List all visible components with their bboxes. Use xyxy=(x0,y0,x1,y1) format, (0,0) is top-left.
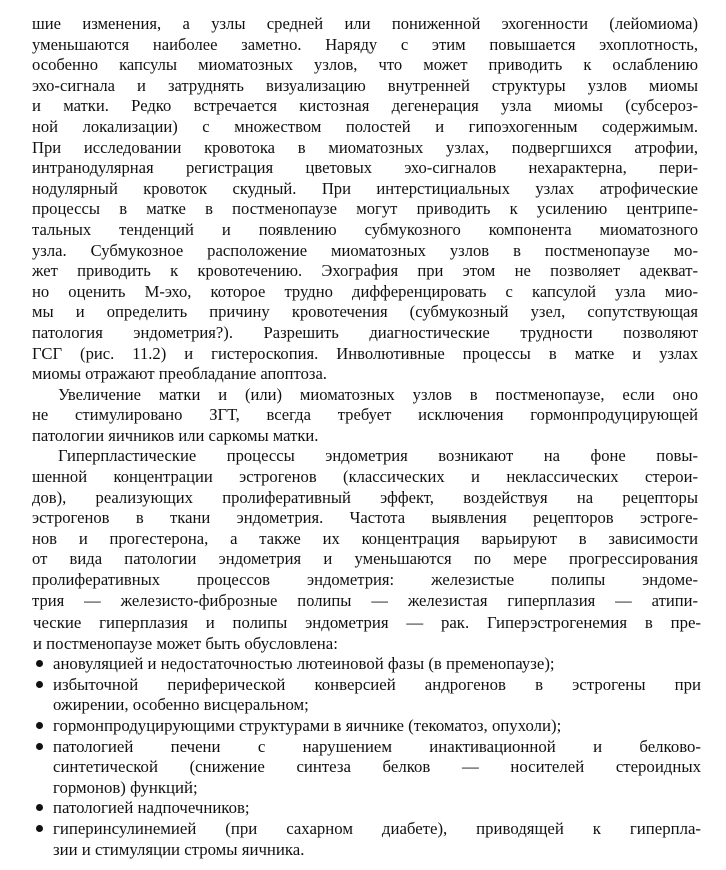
text-line: эстрогенов в ткани эндометрия. Частота выявления рецепторов эстроге- xyxy=(32,508,698,528)
text-line: нов и прогестерона, а также их концентрация варьируют в зависимости xyxy=(32,528,698,548)
list-item-text: гиперинсулинемией (при сахарном диабете), приводящей к гиперпла- xyxy=(53,818,701,838)
list-item xyxy=(33,737,701,799)
list-item xyxy=(33,798,701,819)
text-line: ной локализации) с множеством полостей и гипоэхогенным содержимым. xyxy=(32,116,698,136)
text-line: не стимулировано ЗГТ, всегда требует исключения гормонпродуцирующей xyxy=(32,405,698,425)
list-item-text: ановуляцией и недостаточностью лютеиновой фазы (в пременопаузе); xyxy=(53,654,555,674)
text-line: и матки. Редко встречается кистозная дегенерация узла миомы (субсероз- xyxy=(32,96,698,116)
text-line: Гиперпластические процессы эндометрия возникают на фоне повы- xyxy=(58,446,698,466)
bullet-icon xyxy=(36,825,43,832)
list-item-text: избыточной периферической конверсией андрогенов в эстрогены при xyxy=(53,674,701,694)
text-line: особенно капсулы миоматозных узлов, что может приводить к ослаблению xyxy=(32,55,698,75)
list-item xyxy=(33,819,701,860)
text-line: патология эндометрия?). Разрешить диагностические трудности позволяют xyxy=(32,322,698,342)
text-line: трия — железисто-фиброзные полипы — железистая гиперплазия — атипи- xyxy=(32,590,698,610)
list-item-text: патологией надпочечников; xyxy=(53,798,250,818)
list-item xyxy=(33,654,701,675)
bullet-icon xyxy=(36,722,43,729)
bullet-list xyxy=(33,654,701,860)
list-item-text: гормонпродуцирующими структурами в яичнике (текоматоз, опухоли); xyxy=(53,715,562,735)
text-line: патологии яичников или саркомы матки. xyxy=(32,425,319,445)
text-block-upper xyxy=(32,14,698,611)
list-item xyxy=(33,716,701,737)
text-line: Увеличение матки и (или) миоматозных узлов в постменопаузе, если оно xyxy=(58,384,698,404)
bullet-icon xyxy=(36,743,43,750)
list-item-text: синтетической (снижение синтеза белков — носителей стероидных xyxy=(53,757,701,777)
text-line: миомы отражают преобладание апоптоза. xyxy=(32,364,327,384)
text-line: жет приводить к кровотечению. Эхография при этом не позволяет адекват- xyxy=(32,261,698,281)
bullet-icon xyxy=(36,804,43,811)
text-line: и постменопаузе может быть обусловлена: xyxy=(33,633,338,653)
text-line: шие изменения, а узлы средней или пониженной эхогенности (лейомиома) xyxy=(32,14,698,33)
list-item-text: зии и стимуляции стромы яичника. xyxy=(53,839,305,859)
text-line: тальных тенденций и появлению субмукозного компонента миоматозного xyxy=(32,219,698,239)
text-line: узла. Субмукозное расположение миоматозных узлов в постменопаузе мо- xyxy=(32,240,698,260)
text-block-lower xyxy=(33,613,701,860)
text-line: уменьшаются наиболее заметно. Наряду с этим повышается эхоплотность, xyxy=(32,34,698,54)
text-line: но оценить М-эхо, которое трудно дифференцировать с капсулой узла мио- xyxy=(32,281,698,301)
text-line: дов), реализующих пролиферативный эффект, воздействуя на рецепторы xyxy=(32,487,698,507)
bullet-icon xyxy=(36,681,43,688)
text-line: мы и определить причину кровотечения (субмукозный узел, сопутствующая xyxy=(32,302,698,322)
text-line: интранодулярная регистрация цветовых эхо-сигналов нехарактерна, пери- xyxy=(32,158,698,178)
text-line: пролиферативных процессов эндометрия: железистые полипы эндоме- xyxy=(32,570,698,590)
list-item xyxy=(33,675,701,716)
text-line: При исследовании кровотока в миоматозных узлах, подвергшихся атрофии, xyxy=(32,137,698,157)
text-line: ческие гиперплазия и полипы эндометрия — рак. Гиперэстрогенемия в пре- xyxy=(33,613,701,632)
text-line: процессы в матке в постменопаузе могут приводить к усилению центрипе- xyxy=(32,199,698,219)
text-line: нодулярный кровоток скудный. При интерстициальных узлах атрофические xyxy=(32,178,698,198)
text-line: ГСГ (рис. 11.2) и гистероскопия. Инволютивные процессы в матке и узлах xyxy=(32,343,698,363)
text-line: шенной концентрации эстрогенов (классических и неклассических стерои- xyxy=(32,467,698,487)
list-item-text: патологией печени с нарушением инактивационной и белково- xyxy=(53,736,701,756)
list-item-text: гормонов) функций; xyxy=(53,777,198,797)
list-item-text: ожирении, особенно висцеральном; xyxy=(53,695,309,715)
text-line: от вида патологии эндометрия и уменьшаются по мере прогрессирования xyxy=(32,549,698,569)
text-line: эхо-сигнала и затруднять визуализацию внутренней структуры узлов миомы xyxy=(32,75,698,95)
bullet-icon xyxy=(36,660,43,667)
